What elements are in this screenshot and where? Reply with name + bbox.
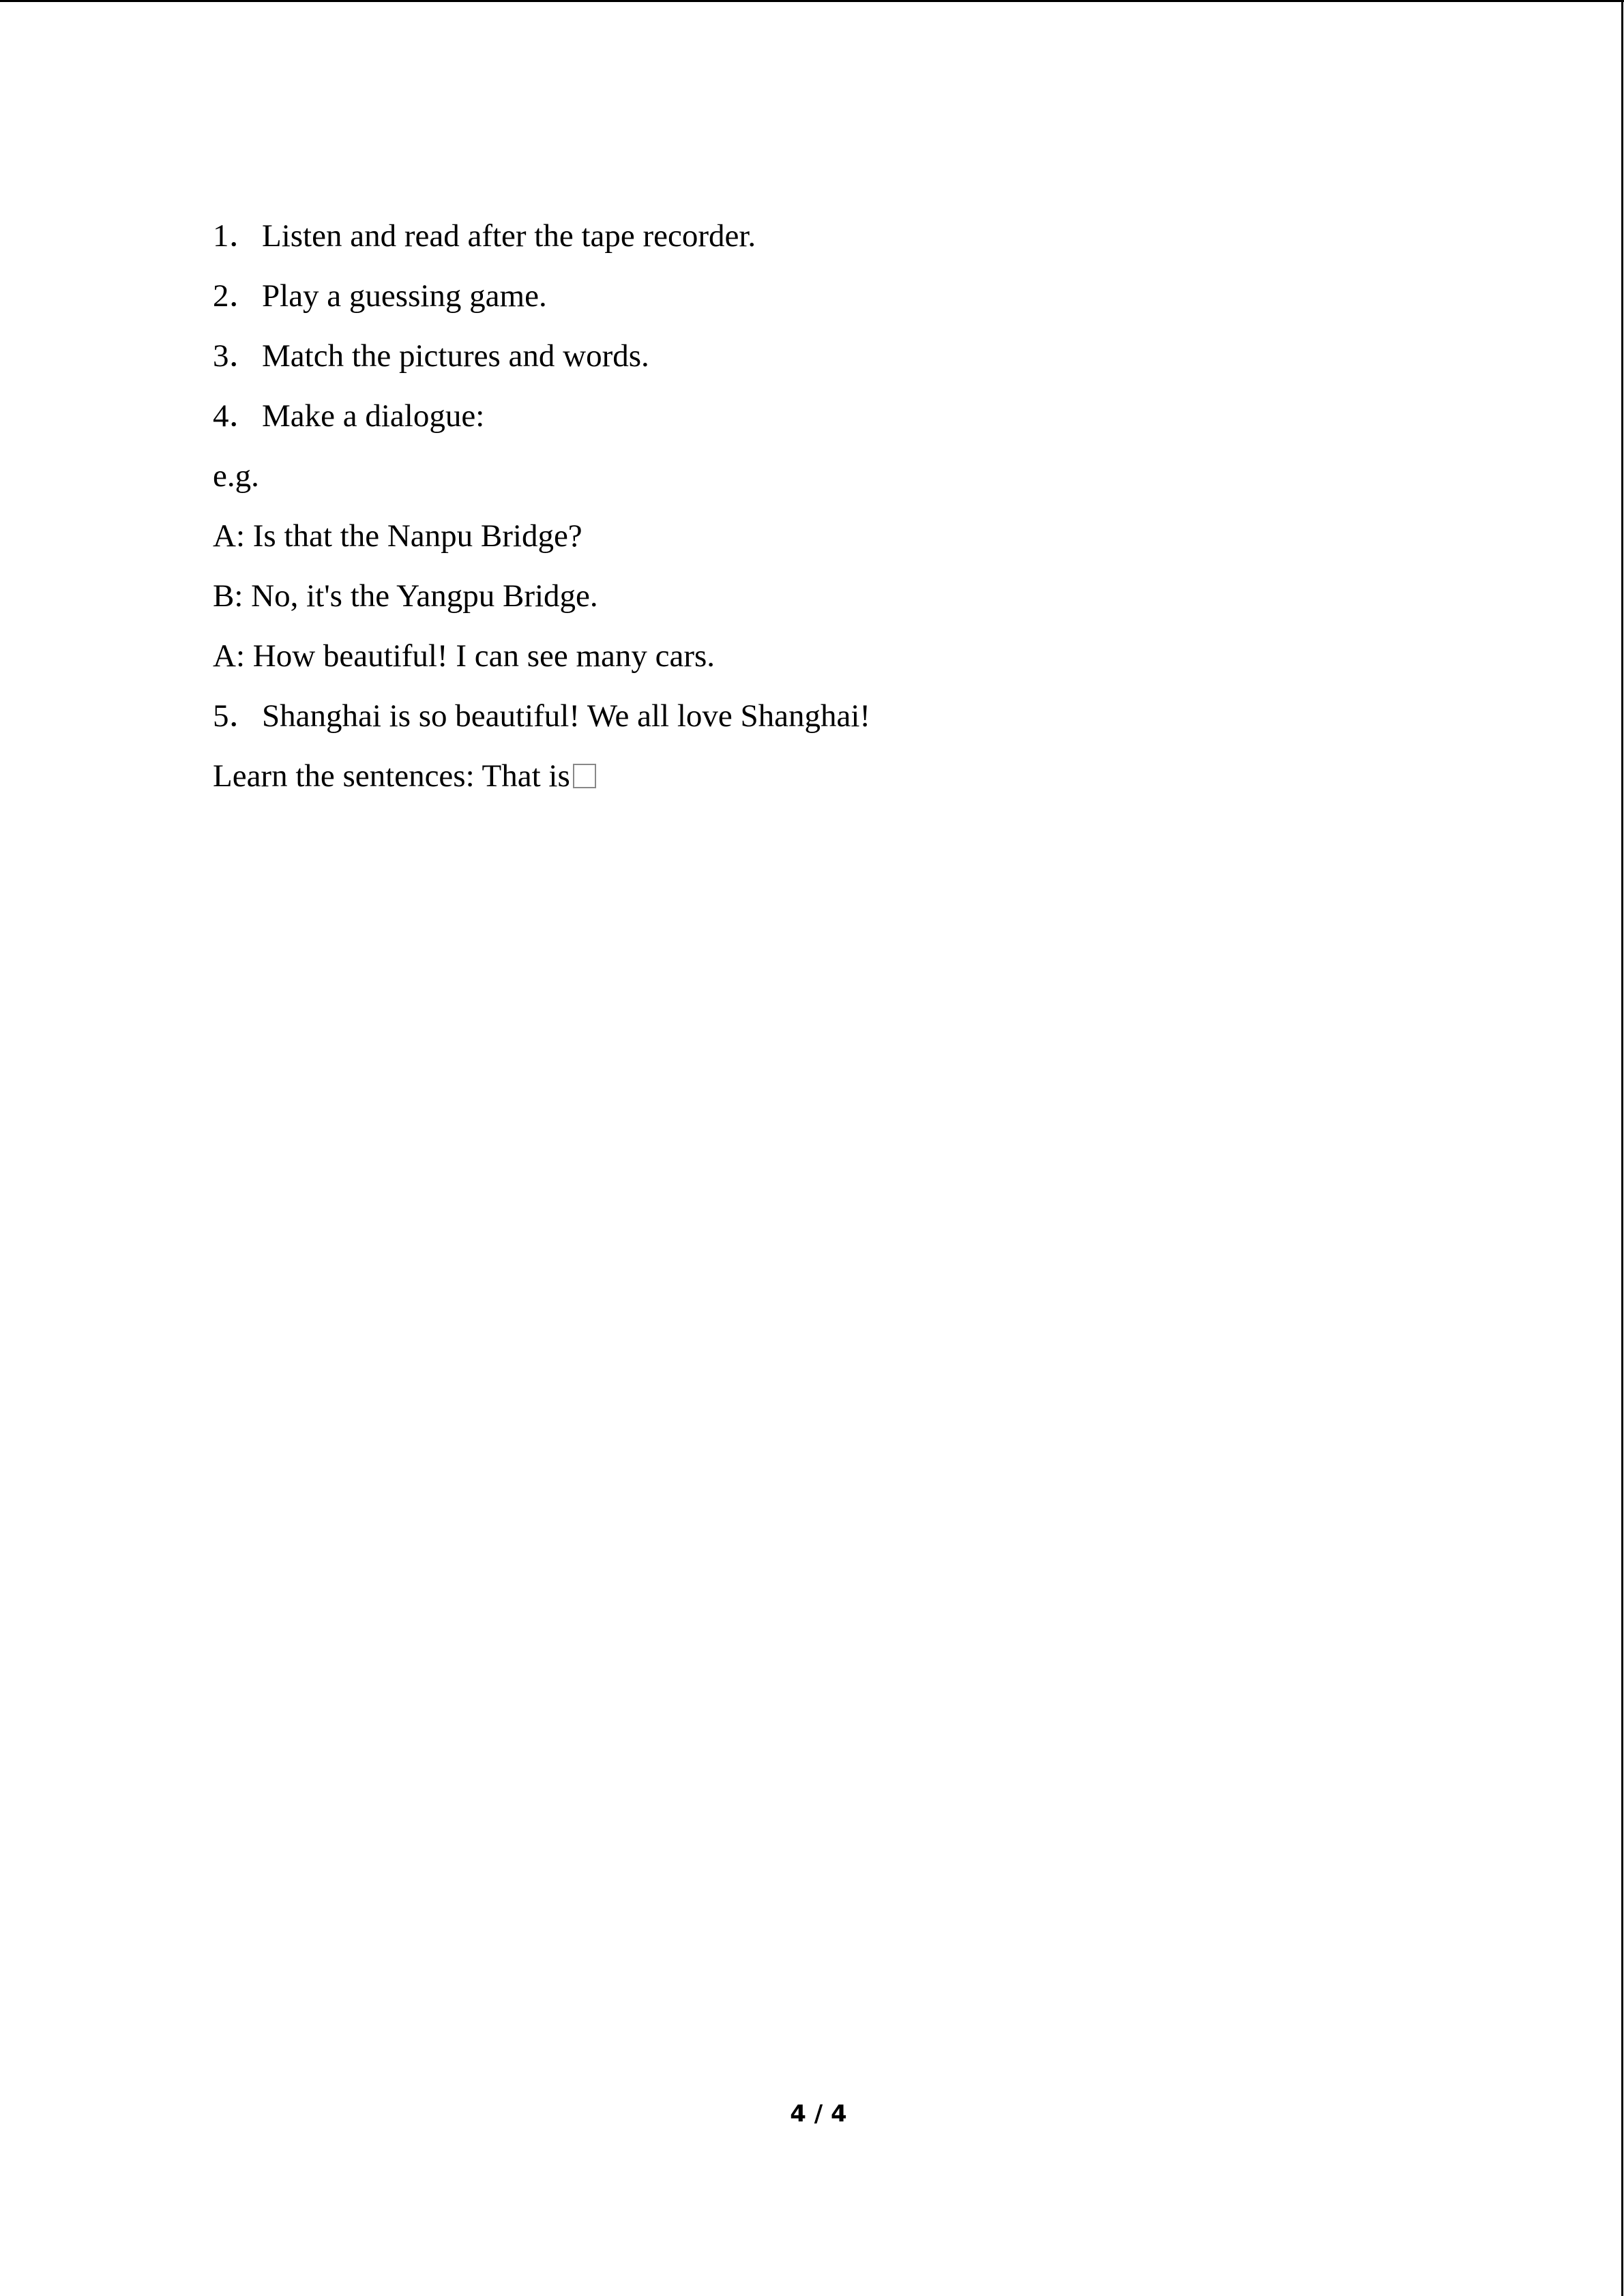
list-item-text: Play a guessing game.: [262, 278, 547, 314]
dialogue-line-2: B: No, it's the Yangpu Bridge.: [213, 578, 598, 614]
list-item-number: 4．: [213, 398, 261, 434]
list-item-3: [213, 329, 1509, 389]
list-item-number: 5．: [213, 698, 261, 734]
list-item-5: [213, 689, 1509, 749]
page-number: 4 / 4: [790, 2100, 847, 2128]
learn-sentence-line: [213, 749, 1509, 809]
list-item-text: Shanghai is so beautiful! We all love Shanghai!: [262, 698, 871, 734]
list-item-text: Match the pictures and words.: [262, 338, 649, 374]
blank-box-icon: [573, 764, 596, 788]
list-item-text: Listen and read after the tape recorder.: [262, 218, 756, 254]
dialogue-line-1: A: Is that the Nanpu Bridge?: [213, 518, 582, 554]
list-item-4: [213, 389, 1509, 449]
page-right-border: [1621, 0, 1623, 2296]
list-item-1: [213, 209, 1509, 269]
list-item-number: 1．: [213, 218, 261, 254]
list-item-number: 2．: [213, 278, 261, 314]
list-item-number: 3．: [213, 338, 261, 374]
learn-sentence-text: Learn the sentences: That is: [213, 758, 570, 794]
dialogue-line-3: A: How beautiful! I can see many cars.: [213, 638, 715, 674]
list-item-2: [213, 269, 1509, 329]
page-top-border: [0, 0, 1624, 2]
document-body: [213, 209, 1509, 809]
example-label: e.g.: [213, 458, 259, 494]
list-item-text: Make a dialogue:: [262, 398, 485, 434]
